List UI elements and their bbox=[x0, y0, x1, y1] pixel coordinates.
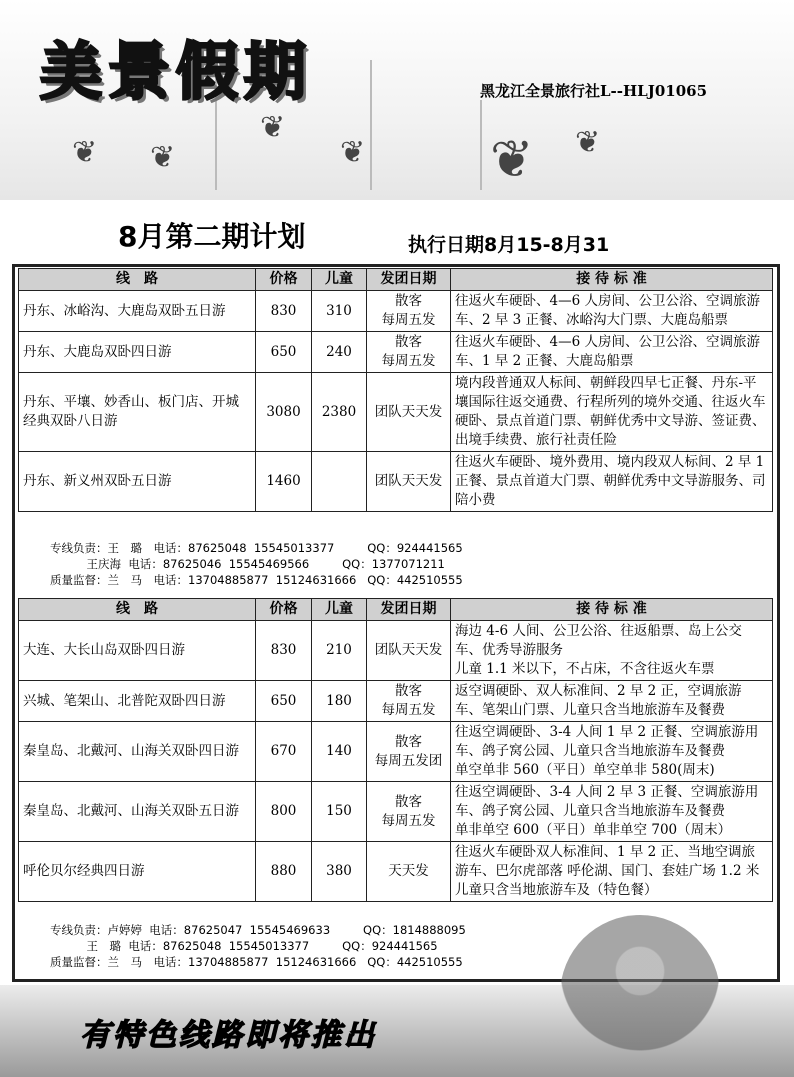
child-price-cell: 240 bbox=[312, 332, 367, 373]
price-cell: 650 bbox=[256, 681, 312, 722]
col-route: 线 路 bbox=[19, 599, 256, 621]
butterfly-icon: ❦ bbox=[72, 135, 98, 170]
table-row bbox=[19, 452, 773, 512]
agency-name: 黑龙江全景旅行社L--HLJ01065 bbox=[480, 82, 708, 100]
standard-cell: 往返火车硬卧、4—6 人房间、公卫公浴、空调旅游车、1 早 2 正餐、大鹿岛船票 bbox=[451, 332, 773, 373]
slogan: 有特色线路即将推出 bbox=[80, 1018, 377, 1053]
price-cell: 670 bbox=[256, 722, 312, 782]
contact-block-1 bbox=[50, 540, 463, 588]
departure-cell: 散客 每周五发 bbox=[367, 681, 451, 722]
contact-line: 质量监督：兰 马 电话：13704885877 15124631666 QQ：442510555 bbox=[50, 573, 463, 587]
route-cell: 丹东、新义州双卧五日游 bbox=[19, 452, 256, 512]
col-price: 价格 bbox=[256, 599, 312, 621]
table-row bbox=[19, 722, 773, 782]
table-row bbox=[19, 291, 773, 332]
table-header-row bbox=[19, 599, 773, 621]
price-cell: 650 bbox=[256, 332, 312, 373]
child-price-cell: 2380 bbox=[312, 373, 367, 452]
butterfly-icon: ❦ bbox=[150, 140, 176, 175]
table-header-row bbox=[19, 269, 773, 291]
child-price-cell: 310 bbox=[312, 291, 367, 332]
table-row bbox=[19, 332, 773, 373]
decor-stem bbox=[370, 60, 372, 190]
child-price-cell: 140 bbox=[312, 722, 367, 782]
departure-cell: 团队天天发 bbox=[367, 373, 451, 452]
departure-cell: 散客 每周五发 bbox=[367, 782, 451, 842]
family-photo bbox=[560, 915, 720, 1075]
standard-cell: 往返火车硬卧、境外费用、境内段双人标间、2 早 1 正餐、景点首道大门票、朝鲜优秀中文导游服务、司陪小费 bbox=[451, 452, 773, 512]
butterfly-icon: ❦ bbox=[340, 135, 366, 170]
departure-cell: 散客 每周五发团 bbox=[367, 722, 451, 782]
standard-cell: 往返空调硬卧、3-4 人间 2 早 3 正餐、空调旅游用车、鸽子窝公园、儿童只含当地旅游车及餐费 单非单空 600（平日）单非单空 700（周末） bbox=[451, 782, 773, 842]
contact-line: 质量监督：兰 马 电话：13704885877 15124631666 QQ：442510555 bbox=[50, 955, 463, 969]
contact-line: 王 璐 电话：87625048 15545013377 QQ：924441565 bbox=[50, 939, 438, 953]
standard-cell: 往返火车硬卧双人标准间、1 早 2 正、当地空调旅游车、巴尔虎部落 呼伦湖、国门、套娃广场 1.2 米儿童只含当地旅游车及（特色餐） bbox=[451, 842, 773, 902]
departure-cell: 天天发 bbox=[367, 842, 451, 902]
route-cell: 丹东、平壤、妙香山、板门店、开城经典双卧八日游 bbox=[19, 373, 256, 452]
header-banner bbox=[0, 0, 794, 200]
route-cell: 丹东、大鹿岛双卧四日游 bbox=[19, 332, 256, 373]
standard-cell: 海边 4-6 人间、公卫公浴、往返船票、岛上公交车、优秀导游服务 儿童 1.1 米以下，不占床，不含往返火车票 bbox=[451, 621, 773, 681]
col-price: 价格 bbox=[256, 269, 312, 291]
price-cell: 1460 bbox=[256, 452, 312, 512]
col-standard: 接 待 标 准 bbox=[451, 599, 773, 621]
butterfly-icon: ❦ bbox=[260, 110, 286, 145]
price-cell: 830 bbox=[256, 291, 312, 332]
table-row bbox=[19, 782, 773, 842]
route-cell: 呼伦贝尔经典四日游 bbox=[19, 842, 256, 902]
col-child: 儿童 bbox=[312, 599, 367, 621]
brand-logo: 美景假期 bbox=[40, 35, 313, 108]
decor-stem bbox=[480, 100, 482, 190]
plan-title: 8月第二期计划 bbox=[118, 220, 306, 253]
plan-dates: 执行日期8月15-8月31 bbox=[408, 234, 610, 256]
contact-line: 专线负责：卢婷婷 电话：87625047 15545469633 QQ：1814888095 bbox=[50, 923, 466, 937]
price-cell: 3080 bbox=[256, 373, 312, 452]
departure-cell: 散客 每周五发 bbox=[367, 332, 451, 373]
price-cell: 880 bbox=[256, 842, 312, 902]
child-price-cell bbox=[312, 452, 367, 512]
child-price-cell: 180 bbox=[312, 681, 367, 722]
child-price-cell: 150 bbox=[312, 782, 367, 842]
departure-cell: 团队天天发 bbox=[367, 621, 451, 681]
butterfly-icon: ❦ bbox=[575, 125, 601, 160]
col-child: 儿童 bbox=[312, 269, 367, 291]
standard-cell: 往返空调硬卧、3-4 人间 1 早 2 正餐、空调旅游用车、鸽子窝公园、儿童只含当地旅游车及餐费 单空单非 560（平日）单空单非 580(周末) bbox=[451, 722, 773, 782]
route-cell: 秦皇岛、北戴河、山海关双卧四日游 bbox=[19, 722, 256, 782]
contact-line: 王庆海 电话：87625046 15545469566 QQ：1377071211 bbox=[50, 557, 445, 571]
departure-cell: 团队天天发 bbox=[367, 452, 451, 512]
table-row bbox=[19, 842, 773, 902]
route-table-1 bbox=[18, 268, 773, 512]
child-price-cell: 210 bbox=[312, 621, 367, 681]
route-cell: 丹东、冰峪沟、大鹿岛双卧五日游 bbox=[19, 291, 256, 332]
col-departure: 发团日期 bbox=[367, 269, 451, 291]
table-row bbox=[19, 373, 773, 452]
route-cell: 兴城、笔架山、北普陀双卧四日游 bbox=[19, 681, 256, 722]
contact-block-2 bbox=[50, 922, 466, 970]
standard-cell: 往返火车硬卧、4—6 人房间、公卫公浴、空调旅游车、2 早 3 正餐、冰峪沟大门票、大鹿岛船票 bbox=[451, 291, 773, 332]
price-cell: 830 bbox=[256, 621, 312, 681]
contact-line: 专线负责：王 璐 电话：87625048 15545013377 QQ：924441565 bbox=[50, 541, 463, 555]
col-departure: 发团日期 bbox=[367, 599, 451, 621]
route-table-2 bbox=[18, 598, 773, 902]
table-row bbox=[19, 681, 773, 722]
departure-cell: 散客 每周五发 bbox=[367, 291, 451, 332]
col-route: 线 路 bbox=[19, 269, 256, 291]
child-price-cell: 380 bbox=[312, 842, 367, 902]
route-cell: 秦皇岛、北戴河、山海关双卧五日游 bbox=[19, 782, 256, 842]
col-standard: 接 待 标 准 bbox=[451, 269, 773, 291]
butterfly-icon: ❦ bbox=[490, 130, 534, 190]
table-row bbox=[19, 621, 773, 681]
standard-cell: 返空调硬卧、双人标准间、2 早 2 正，空调旅游车、笔架山门票、儿童只含当地旅游车及餐费 bbox=[451, 681, 773, 722]
standard-cell: 境内段普通双人标间、朝鲜段四早七正餐、丹东-平壤国际往返交通费、行程所列的境外交通、往返火车硬卧、景点首道门票、朝鲜优秀中文导游、签证费、出境手续费、旅行社责任险 bbox=[451, 373, 773, 452]
route-cell: 大连、大长山岛双卧四日游 bbox=[19, 621, 256, 681]
price-cell: 800 bbox=[256, 782, 312, 842]
